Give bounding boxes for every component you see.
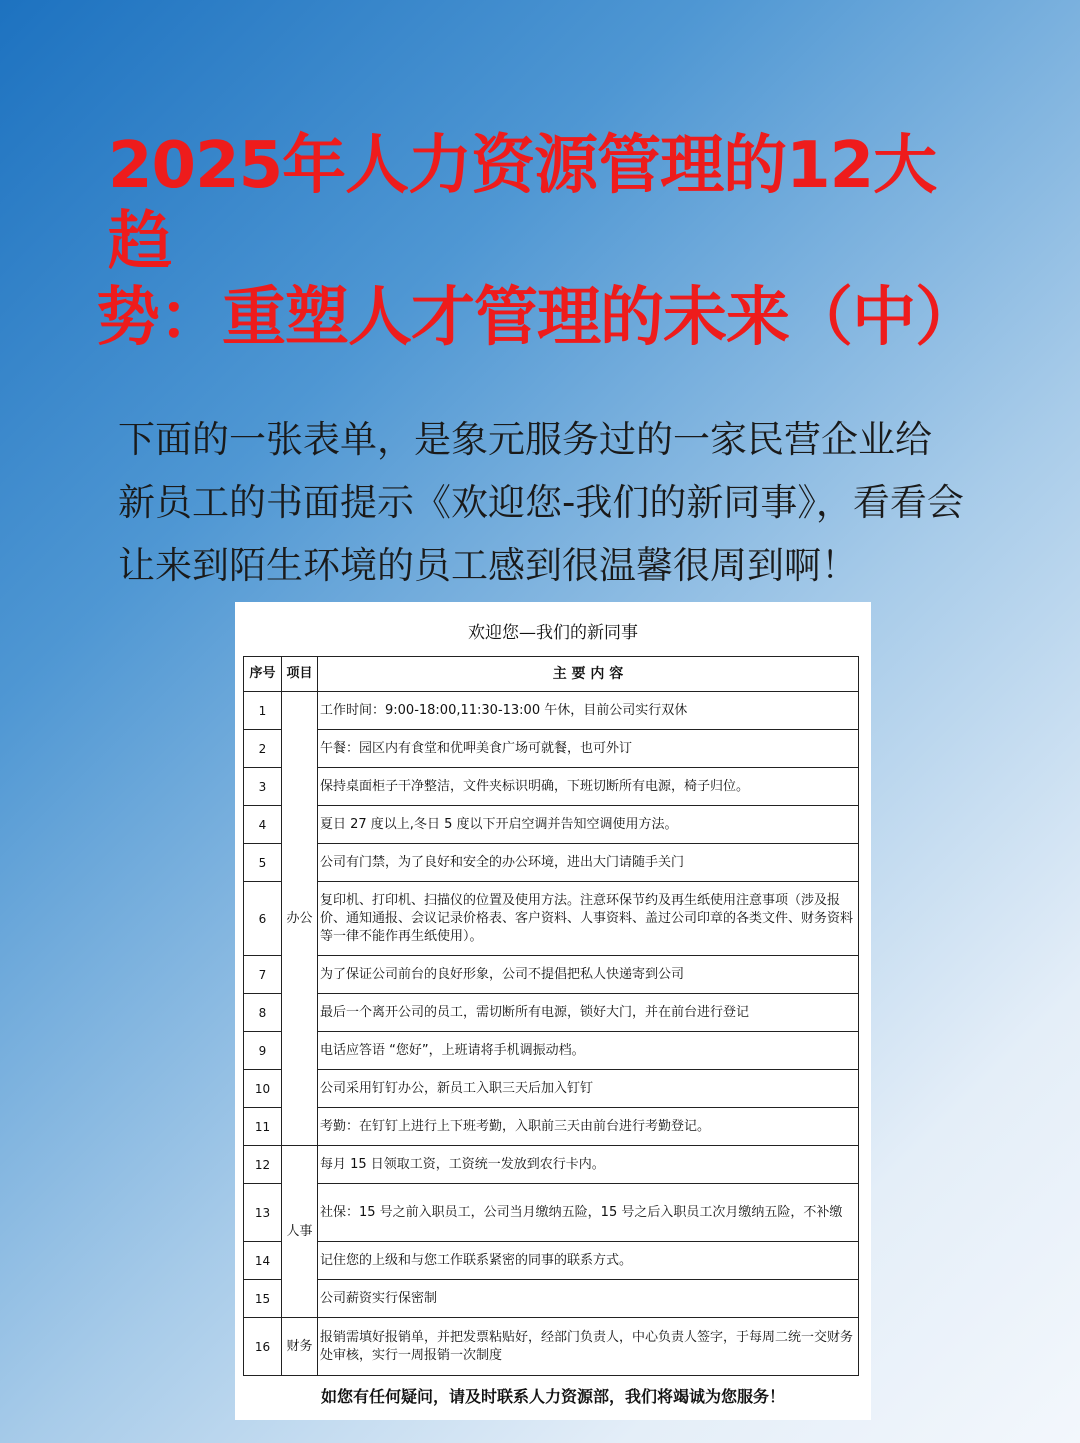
row-number: 12 xyxy=(244,1146,282,1184)
row-number: 13 xyxy=(244,1184,282,1242)
table-row xyxy=(244,806,859,844)
header-content: 主 要 内 容 xyxy=(318,657,859,692)
row-content: 工作时间：9:00-18:00,11:30-13:00 午休，目前公司实行双休 xyxy=(318,692,859,730)
row-number: 1 xyxy=(244,692,282,730)
row-content: 午餐：园区内有食堂和优呷美食广场可就餐，也可外订 xyxy=(318,730,859,768)
row-number: 8 xyxy=(244,994,282,1032)
title-line-2: 势：重塑人才管理的未来（中） xyxy=(96,281,978,355)
form-title: 欢迎您—我们的新同事 xyxy=(468,623,638,643)
row-number: 2 xyxy=(244,730,282,768)
row-content: 报销需填好报销单，并把发票粘贴好，经部门负责人，中心负责人签字，于每周二统一交财务处审核，实行一周报销一次制度 xyxy=(318,1318,859,1376)
row-number: 5 xyxy=(244,844,282,882)
row-content: 为了保证公司前台的良好形象，公司不提倡把私人快递寄到公司 xyxy=(318,956,859,994)
row-number: 7 xyxy=(244,956,282,994)
row-number: 15 xyxy=(244,1280,282,1318)
table-row xyxy=(244,1184,859,1242)
welcome-form-document xyxy=(235,602,871,1420)
row-content: 每月 15 日领取工资，工资统一发放到农行卡内。 xyxy=(318,1146,859,1184)
table-row xyxy=(244,730,859,768)
row-number: 11 xyxy=(244,1108,282,1146)
row-number: 14 xyxy=(244,1242,282,1280)
header-seq: 序号 xyxy=(244,657,282,692)
row-number: 3 xyxy=(244,768,282,806)
table-header-row xyxy=(244,657,859,692)
row-content: 记住您的上级和与您工作联系紧密的同事的联系方式。 xyxy=(318,1242,859,1280)
table-row xyxy=(244,1070,859,1108)
page-title xyxy=(96,128,996,356)
table-row xyxy=(244,1318,859,1376)
category-office: 办公 xyxy=(282,692,318,1146)
table-row xyxy=(244,956,859,994)
row-content: 复印机、打印机、扫描仪的位置及使用方法。注意环保节约及再生纸使用注意事项（涉及报价、通知通报、会议记录价格表、客户资料、人事资料、盖过公司印章的各类文件、财务资料等一律不能作再生纸使用）。 xyxy=(318,882,859,956)
row-content: 夏日 27 度以上,冬日 5 度以下开启空调并告知空调使用方法。 xyxy=(318,806,859,844)
table-row xyxy=(244,882,859,956)
row-number: 4 xyxy=(244,806,282,844)
welcome-table xyxy=(243,656,859,1376)
table-row xyxy=(244,1146,859,1184)
table-row xyxy=(244,1108,859,1146)
row-number: 10 xyxy=(244,1070,282,1108)
row-number: 6 xyxy=(244,882,282,956)
table-row xyxy=(244,1242,859,1280)
row-content: 考勤：在钉钉上进行上下班考勤，入职前三天由前台进行考勤登记。 xyxy=(318,1108,859,1146)
row-number: 9 xyxy=(244,1032,282,1070)
row-content: 社保：15 号之前入职员工，公司当月缴纳五险，15 号之后入职员工次月缴纳五险，不补缴 xyxy=(318,1184,859,1242)
category-hr: 人事 xyxy=(282,1146,318,1318)
table-row xyxy=(244,1032,859,1070)
title-line-1: 2025年人力资源管理的12大趋 xyxy=(108,129,937,279)
row-content: 保持桌面柜子干净整洁，文件夹标识明确，下班切断所有电源，椅子归位。 xyxy=(318,768,859,806)
row-content: 电话应答语 “您好”，上班请将手机调振动档。 xyxy=(318,1032,859,1070)
table-row xyxy=(244,768,859,806)
intro-paragraph: 下面的一张表单，是象元服务过的一家民营企业给新员工的书面提示《欢迎您-我们的新同事》，看看会让来到陌生环境的员工感到很温馨很周到啊！ xyxy=(118,418,964,587)
table-row xyxy=(244,844,859,882)
table-row xyxy=(244,1280,859,1318)
category-finance: 财务 xyxy=(282,1318,318,1376)
row-content: 公司薪资实行保密制 xyxy=(318,1280,859,1318)
row-number: 16 xyxy=(244,1318,282,1376)
row-content: 公司采用钉钉办公，新员工入职三天后加入钉钉 xyxy=(318,1070,859,1108)
row-content: 最后一个离开公司的员工，需切断所有电源，锁好大门，并在前台进行登记 xyxy=(318,994,859,1032)
table-row xyxy=(244,692,859,730)
table-row xyxy=(244,994,859,1032)
row-content: 公司有门禁，为了良好和安全的办公环境，进出大门请随手关门 xyxy=(318,844,859,882)
header-category: 项目 xyxy=(282,657,318,692)
form-footer-note: 如您有任何疑问，请及时联系人力资源部，我们将竭诚为您服务！ xyxy=(320,1387,785,1406)
